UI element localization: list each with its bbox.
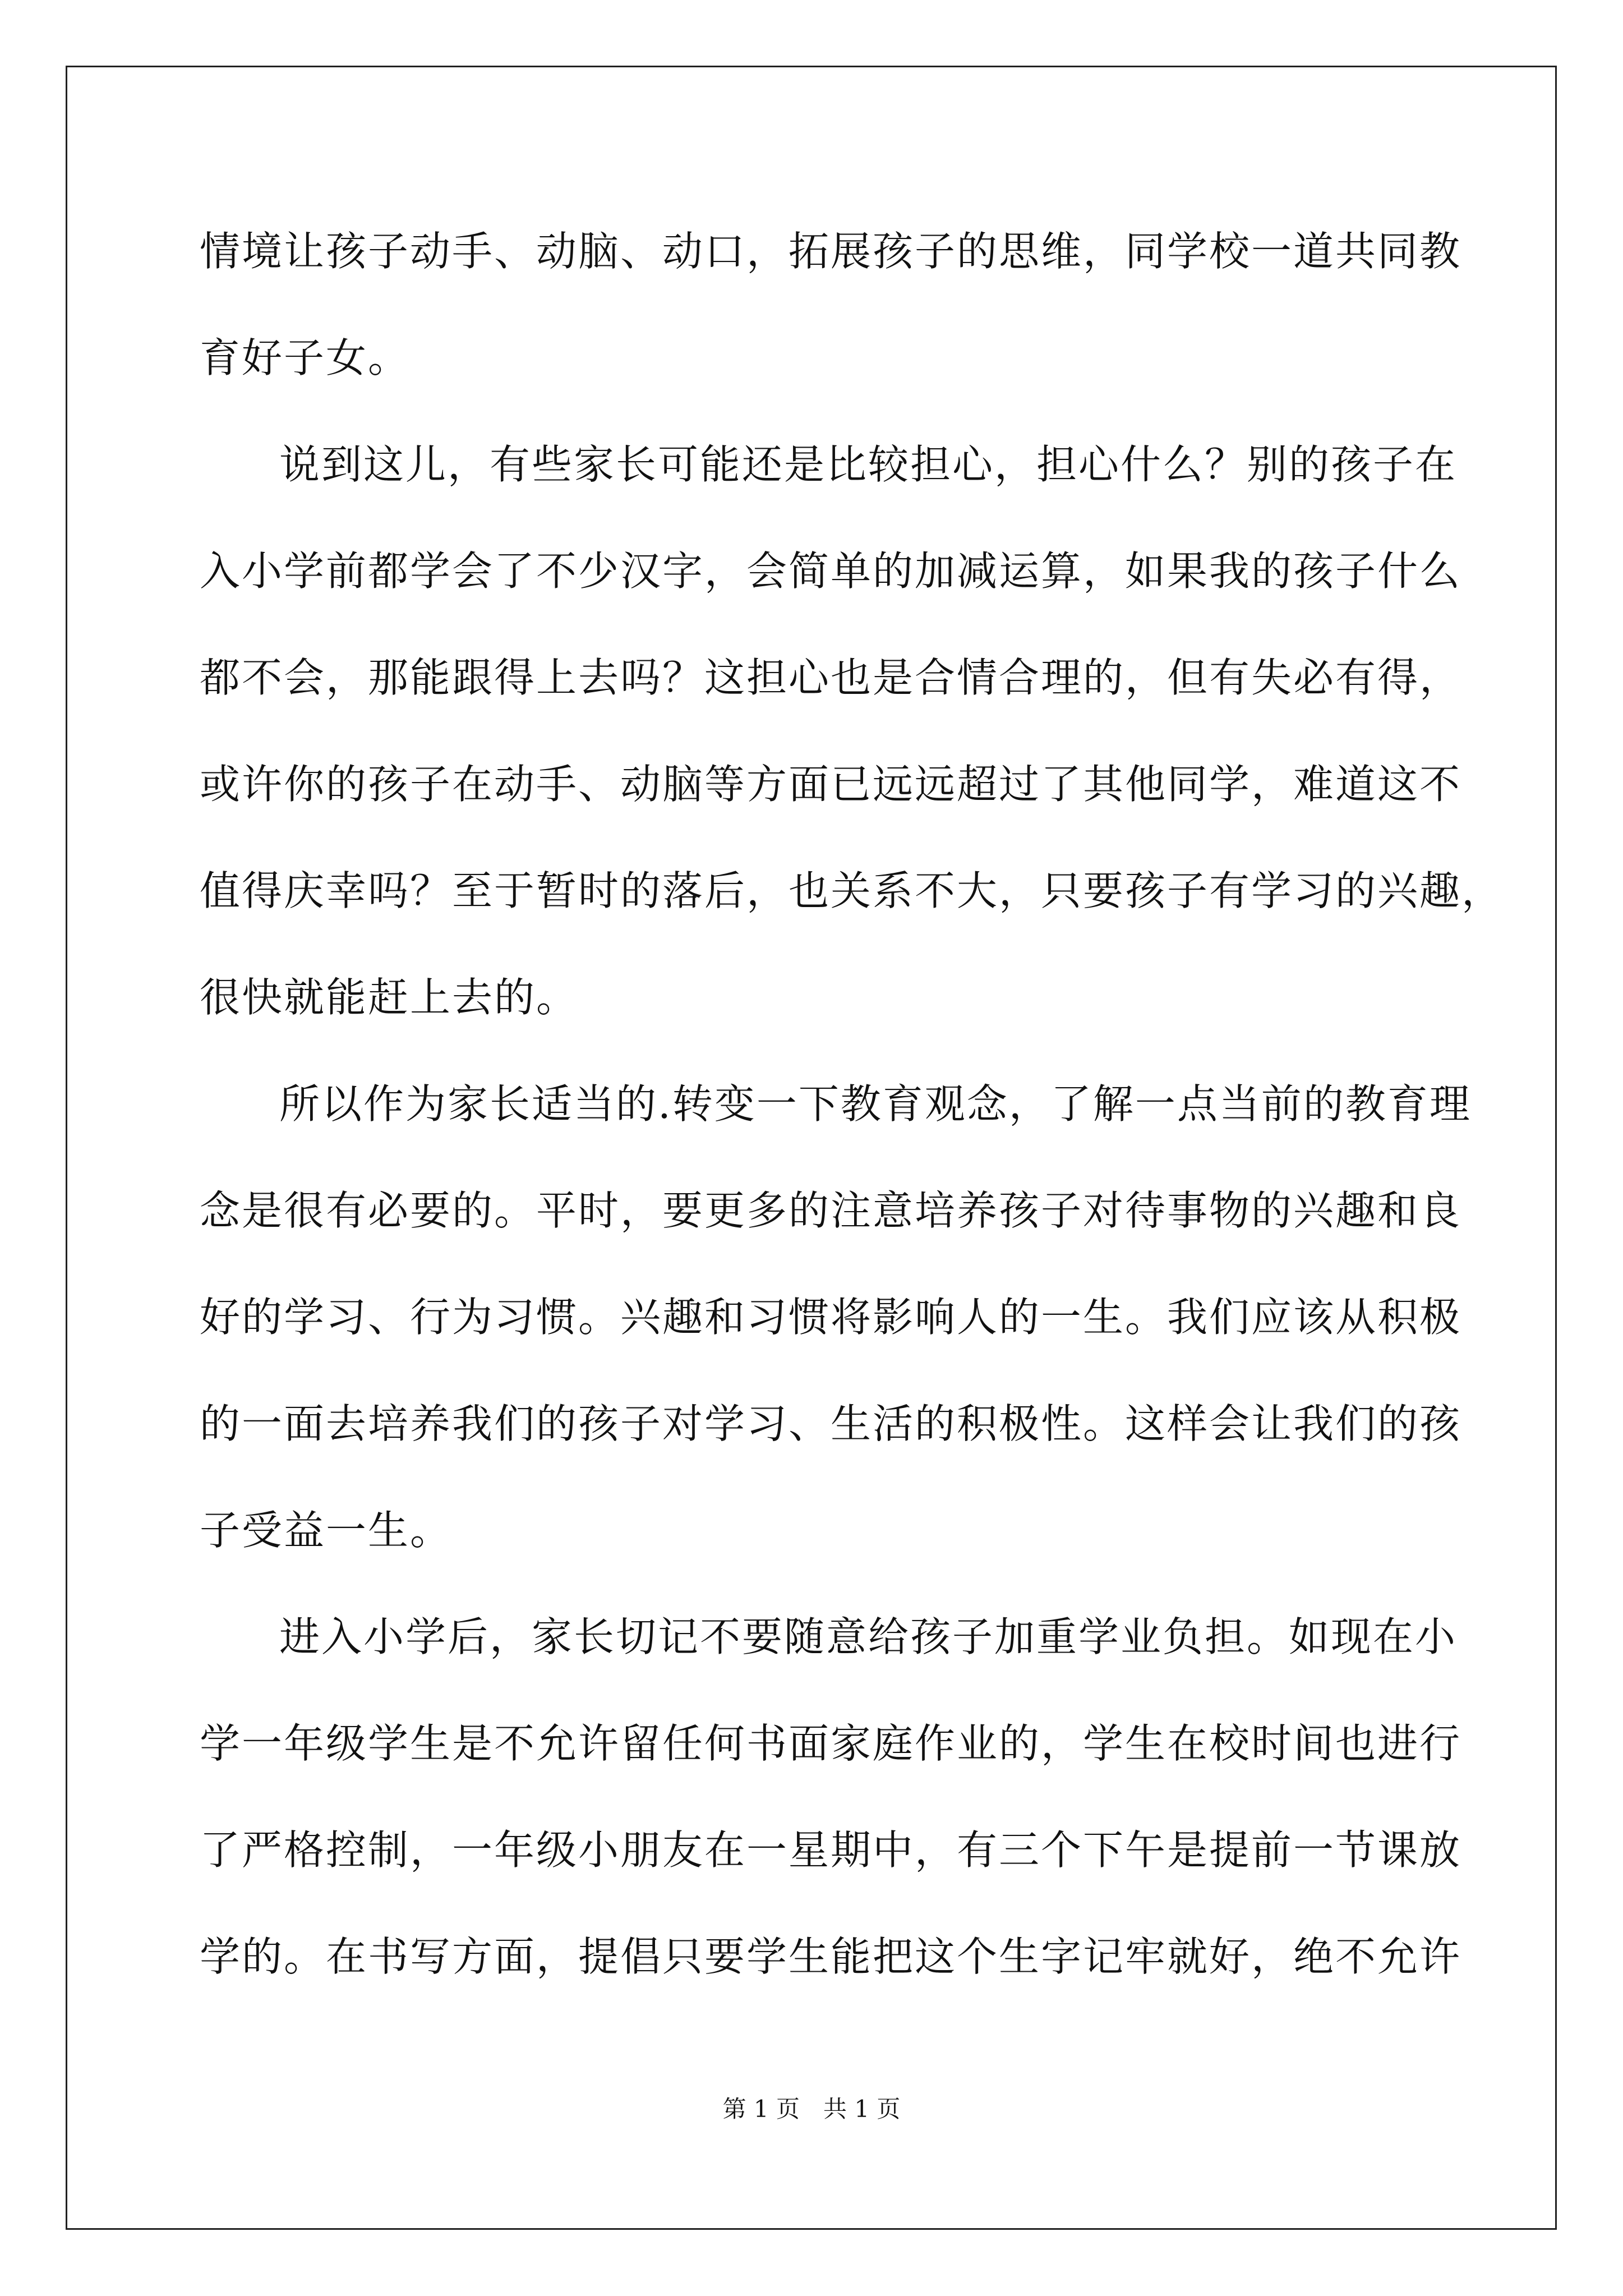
text-line: 进入小学后，家长切记不要随意给孩子加重学业负担。如现在小 — [279, 1613, 1458, 1660]
page-footer — [0, 2092, 1623, 2126]
text-line: 好的学习、行为习惯。兴趣和习惯将影响人的一生。我们应该从积极 — [200, 1294, 1462, 1341]
text-line: 很快就能赶上去的。 — [200, 974, 579, 1021]
text-line: 学的。在书写方面，提倡只要学生能把这个生字记牢就好，绝不允许 — [200, 1933, 1462, 1980]
paragraph-1 — [200, 219, 1462, 432]
text-line: 说到这儿，有些家长可能还是比较担心，担心什么？别的孩子在 — [279, 441, 1458, 488]
text-line: 子受益一生。 — [200, 1507, 453, 1554]
text-line: 的一面去培养我们的孩子对学习、生活的积极性。这样会让我们的孩 — [200, 1400, 1462, 1447]
text-line: 情境让孩子动手、动脑、动口，拓展孩子的思维，同学校一道共同教 — [200, 228, 1462, 275]
text-line: 念是很有必要的。平时，要更多的注意培养孩子对待事物的兴趣和良 — [200, 1187, 1462, 1234]
paragraph-2 — [200, 432, 1504, 1071]
text-line: 了严格控制，一年级小朋友在一星期中，有三个下午是提前一节课放 — [200, 1826, 1462, 1874]
page-number-label: 第 1 页 共 1 页 — [722, 2095, 901, 2123]
document-body — [200, 219, 1504, 2031]
paragraph-4 — [200, 1604, 1462, 2031]
text-line: 都不会，那能跟得上去吗？这担心也是合情合理的，但有失必有得， — [200, 654, 1462, 701]
text-line: 所以作为家长适当的.转变一下教育观念，了解一点当前的教育理 — [279, 1080, 1472, 1128]
text-line: 入小学前都学会了不少汉字，会简单的加减运算，如果我的孩子什么 — [200, 547, 1462, 595]
paragraph-3 — [200, 1071, 1472, 1604]
text-line: 学一年级学生是不允许留任何书面家庭作业的，学生在校时间也进行 — [200, 1720, 1462, 1767]
text-line: 值得庆幸吗？至于暂时的落后，也关系不大，只要孩子有学习的兴趣， — [200, 867, 1504, 914]
text-line: 或许你的孩子在动手、动脑等方面已远远超过了其他同学，难道这不 — [200, 761, 1462, 808]
text-line: 育好子女。 — [200, 334, 411, 381]
